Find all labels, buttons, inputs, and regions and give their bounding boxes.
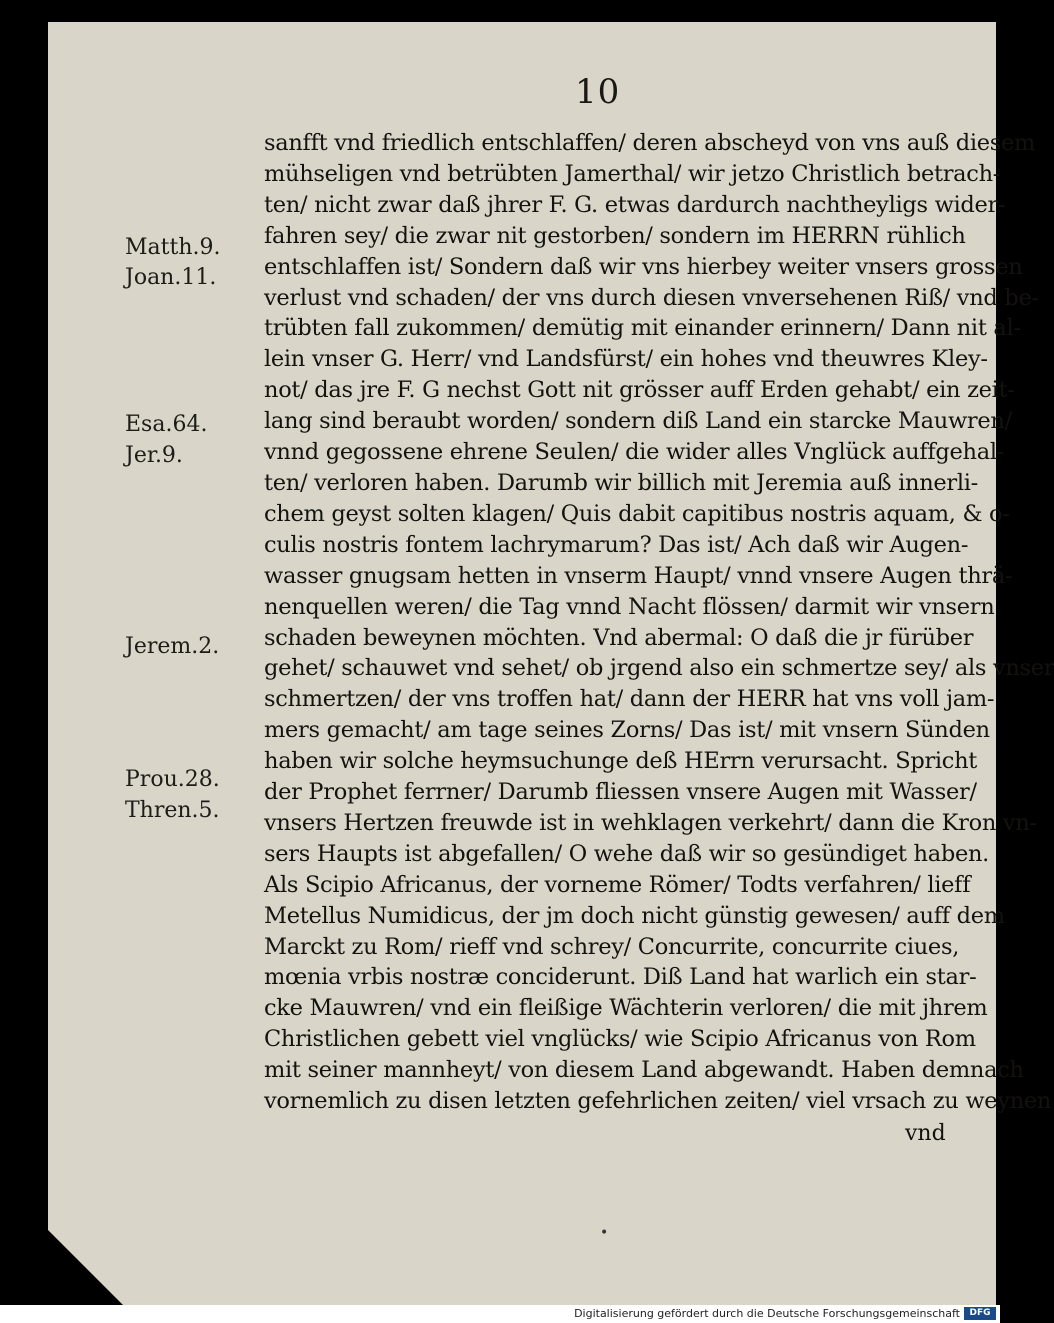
text-line: vnsers Hertzen freuwde ist in wehklagen verkehrt/ dann die Kron vn- <box>264 809 1037 836</box>
marginal-note: Esa.64. <box>125 412 208 437</box>
text-line: fahren sey/ die zwar nit gestorben/ sondern im HERRN rühlich <box>264 222 966 249</box>
catchword: vnd <box>905 1121 946 1146</box>
text-line: sers Haupts ist abgefallen/ O wehe daß wir so gesündiget haben. <box>264 840 989 867</box>
marginal-note: Thren.5. <box>125 798 220 823</box>
text-line: haben wir solche heymsuchunge deß HErrn verursacht. Spricht <box>264 748 978 775</box>
marginal-note: Matth.9. <box>125 235 221 260</box>
text-line: Als Scipio Africanus, der vorneme Römer/ Todts verfahren/ lieff <box>264 871 971 898</box>
text-line: not/ das jre F. G nechst Gott nit grösser auff Erden gehabt/ ein zeit- <box>264 377 1015 404</box>
footer-credit: Digitalisierung gefördert durch die Deutsche Forschungsgemeinschaft <box>574 1307 960 1320</box>
text-line: ten/ verloren haben. Darumb wir billich mit Jeremia auß innerli- <box>264 469 978 496</box>
marginal-note: Jer.9. <box>125 443 183 468</box>
text-line: entschlaffen ist/ Sondern daß wir vns hierbey weiter vnsers grossen <box>264 253 1023 280</box>
text-line: schmertzen/ der vns troffen hat/ dann der HERR hat vns voll jam- <box>264 686 995 713</box>
dfg-logo: DFG <box>964 1307 996 1320</box>
page-mark: • <box>600 1225 609 1241</box>
text-line: der Prophet ferrner/ Darumb fliessen vnsere Augen mit Wasser/ <box>264 779 977 806</box>
text-line: chem geyst solten klagen/ Quis dabit capitibus nostris aquam, & o- <box>264 500 1010 527</box>
text-line: mit seiner mannheyt/ von diesem Land abgewandt. Haben demnach <box>264 1057 1024 1084</box>
text-line: sanfft vnd friedlich entschlaffen/ deren abscheyd von vns auß diesem <box>264 130 1036 156</box>
page-number: 10 <box>575 72 621 112</box>
text-line: Metellus Numidicus, der jm doch nicht günstig gewesen/ auff dem <box>264 902 1005 929</box>
text-line: trübten fall zukommen/ demütig mit einander erinnern/ Dann nit al- <box>264 315 1021 342</box>
text-line: verlust vnd schaden/ der vns durch diesen vnversehenen Riß/ vnd be- <box>264 284 1039 311</box>
text-line: Christlichen gebett viel vnglücks/ wie Scipio Africanus von Rom <box>264 1026 976 1053</box>
text-line: mers gemacht/ am tage seines Zorns/ Das ist/ mit vnsern Sünden <box>264 717 990 744</box>
text-line: mœnia vrbis nostræ conciderunt. Diß Land hat warlich ein star- <box>264 964 977 991</box>
marginal-note: Jerem.2. <box>125 634 220 659</box>
text-line: mühseligen vnd betrübten Jamerthal/ wir jetzo Christlich betrach- <box>264 160 1001 187</box>
text-line: gehet/ schauwet vnd sehet/ ob jrgend also ein schmertze sey/ als vnser <box>264 655 1054 682</box>
footer-bar <box>0 1305 1000 1323</box>
text-line: Marckt zu Rom/ rieff vnd schrey/ Concurrite, concurrite ciues, <box>264 933 960 960</box>
body-text <box>264 128 1054 1117</box>
text-line: ten/ nicht zwar daß jhrer F. G. etwas dardurch nachtheyligs wider- <box>264 191 1006 218</box>
text-line: lang sind beraubt worden/ sondern diß Land ein starcke Mauwren/ <box>264 408 1012 435</box>
marginal-note: Prou.28. <box>125 767 220 792</box>
text-line: culis nostris fontem lachrymarum? Das ist/ Ach daß wir Augen- <box>264 531 969 558</box>
text-line: wasser gnugsam hetten in vnserm Haupt/ vnnd vnsere Augen thrä- <box>264 562 1013 589</box>
text-line: vnnd gegossene ehrene Seulen/ die wider alles Vnglück auffgehal- <box>264 439 1005 466</box>
text-line: nenquellen weren/ die Tag vnnd Nacht flössen/ darmit wir vnsern <box>264 593 995 620</box>
text-line: lein vnser G. Herr/ vnd Landsfürst/ ein hohes vnd theuwres Kley- <box>264 346 988 373</box>
text-line: schaden beweynen möchten. Vnd abermal: O daß die jr fürüber <box>264 624 974 651</box>
text-line: cke Mauwren/ vnd ein fleißige Wächterin verloren/ die mit jhrem <box>264 995 988 1022</box>
marginal-note: Joan.11. <box>125 265 217 290</box>
text-line: vornemlich zu disen letzten gefehrlichen zeiten/ viel vrsach zu weynen <box>264 1088 1052 1115</box>
